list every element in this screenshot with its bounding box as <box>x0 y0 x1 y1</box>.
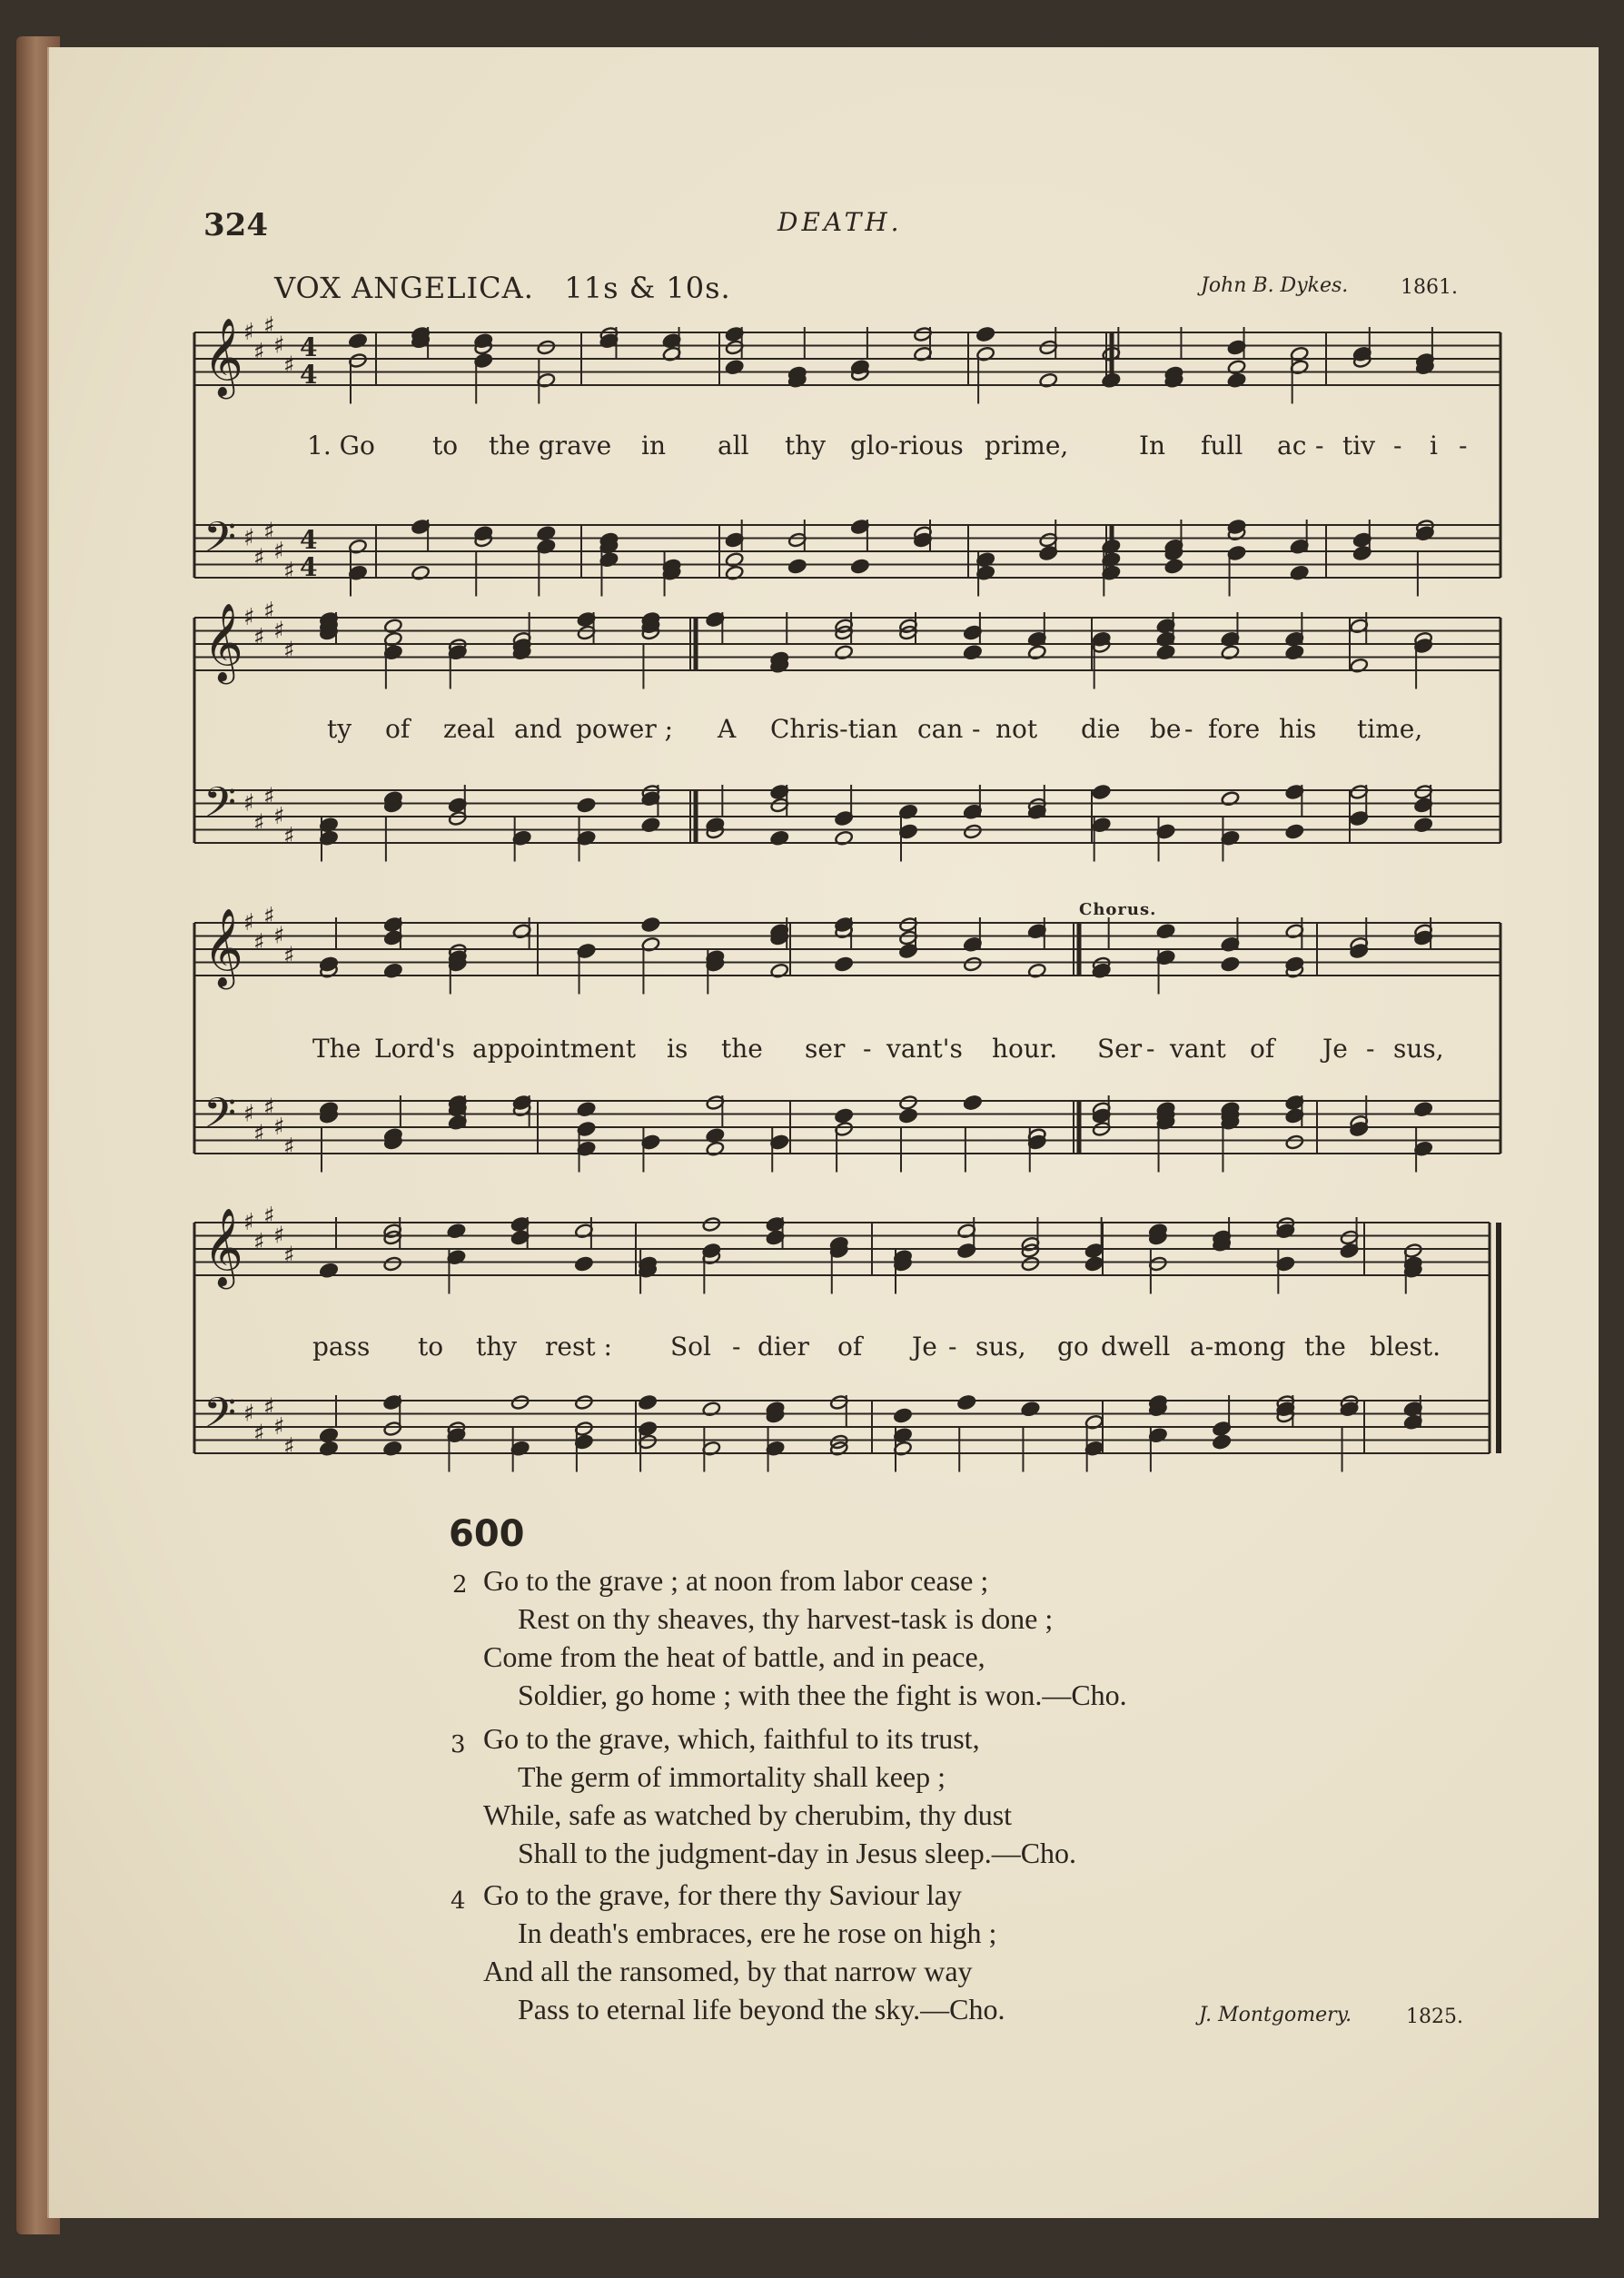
lyric-syllable: - <box>1146 1034 1155 1064</box>
notehead <box>1285 824 1304 839</box>
lyric-syllable: i <box>1430 431 1438 461</box>
sharp-sign: ♯ <box>273 332 285 360</box>
notehead <box>641 916 660 932</box>
bass-clef: 𝄢 <box>203 1089 237 1148</box>
lyric-syllable: sus, <box>975 1332 1026 1362</box>
sharp-sign: ♯ <box>243 604 255 631</box>
lyric-syllable: the <box>1304 1332 1346 1362</box>
notehead <box>1092 784 1111 799</box>
lyric-syllable: Sol <box>670 1332 711 1362</box>
notehead <box>893 1408 912 1423</box>
lyric-syllable: and <box>514 714 562 744</box>
lyric-syllable: ty <box>327 714 352 744</box>
lyric-syllable: Lord's <box>374 1034 455 1064</box>
notehead <box>835 956 854 972</box>
lyric-syllable: In <box>1139 431 1166 461</box>
notehead <box>1227 519 1246 534</box>
page-number: 324 <box>203 207 268 243</box>
lyric-syllable: rest : <box>545 1332 612 1362</box>
sharp-sign: ♯ <box>263 902 275 930</box>
lyric-syllable: Chris-tian <box>770 714 898 744</box>
treble-clef: 𝄞 <box>203 603 243 681</box>
notehead <box>963 1094 982 1110</box>
lyric-syllable: - <box>863 1034 872 1064</box>
notehead <box>577 797 596 813</box>
lyric-syllable: Je <box>1322 1034 1348 1064</box>
notehead <box>1285 1134 1304 1150</box>
lyric-syllable: hour. <box>992 1034 1058 1064</box>
lyric-syllable: all <box>718 431 749 461</box>
notehead <box>574 1256 593 1272</box>
sharp-sign: ♯ <box>253 623 265 651</box>
lyric-syllable: - <box>972 714 981 744</box>
lyric-syllable: Ser <box>1097 1034 1143 1064</box>
notehead <box>963 956 982 972</box>
verse-line: Pass to eternal life beyond the sky.—Cho. <box>518 1993 1005 2025</box>
lyric-syllable: ser <box>805 1034 846 1064</box>
lyric-syllable: tiv <box>1342 431 1376 461</box>
sharp-sign: ♯ <box>273 1114 285 1141</box>
composer-year: 1861. <box>1401 276 1458 299</box>
notehead <box>1213 1434 1232 1450</box>
lyric-syllable: Je <box>912 1332 937 1362</box>
lyric-syllable: time, <box>1357 714 1423 744</box>
stanza-number: 3 <box>451 1731 466 1758</box>
time-signature: 4 <box>300 525 318 555</box>
lyric-syllable: pass <box>312 1332 371 1362</box>
sharp-sign: ♯ <box>283 822 295 850</box>
lyric-syllable: go <box>1057 1332 1089 1362</box>
notehead <box>383 1256 402 1272</box>
sharp-sign: ♯ <box>273 803 285 830</box>
lyric-syllable: - <box>1459 431 1468 461</box>
sharp-sign: ♯ <box>253 1420 265 1448</box>
sharp-sign: ♯ <box>243 909 255 936</box>
verse-line: And all the ransomed, by that narrow way <box>483 1955 973 1987</box>
lyric-syllable: power ; <box>576 714 674 744</box>
sharp-sign: ♯ <box>253 1120 265 1148</box>
sharp-sign: ♯ <box>263 1094 275 1122</box>
lyric-syllable: thy <box>476 1332 518 1362</box>
verse-line: Soldier, go home ; with thee the fight is won.—Cho. <box>518 1679 1127 1711</box>
lyric-syllable: - <box>732 1332 741 1362</box>
lyric-syllable: vant's <box>886 1034 963 1064</box>
lyric-syllable: of <box>1250 1034 1275 1064</box>
sharp-sign: ♯ <box>243 524 255 552</box>
bass-clef: 𝄢 <box>203 513 237 572</box>
time-signature: 4 <box>300 360 318 390</box>
sharp-sign: ♯ <box>263 1202 275 1230</box>
sharp-sign: ♯ <box>283 1242 295 1270</box>
lyric-syllable: the grave <box>489 431 612 461</box>
notehead <box>1021 1256 1040 1272</box>
verse-line: In death's embraces, ere he rose on high ; <box>518 1916 997 1949</box>
lyric-syllable: die <box>1081 714 1121 744</box>
sharp-sign: ♯ <box>253 809 265 837</box>
lyric-syllable: be <box>1150 714 1182 744</box>
lyric-syllable: ac <box>1277 431 1307 461</box>
sharp-sign: ♯ <box>283 942 295 970</box>
verse-line: Go to the grave ; at noon from labor cease ; <box>483 1564 989 1597</box>
notehead <box>1164 559 1183 574</box>
notehead <box>639 1394 658 1410</box>
sharp-sign: ♯ <box>283 1432 295 1461</box>
lyric-syllable: blest. <box>1370 1332 1441 1362</box>
lyric-syllable: the <box>721 1034 763 1064</box>
hymn-number: 600 <box>449 1513 525 1555</box>
sharp-sign: ♯ <box>243 789 255 817</box>
sharp-sign: ♯ <box>243 1100 255 1128</box>
sharp-sign: ♯ <box>243 319 255 346</box>
author-year: 1825. <box>1406 2006 1463 2028</box>
sharp-sign: ♯ <box>283 637 295 665</box>
lyric-syllable: A <box>718 714 737 744</box>
bass-clef: 𝄢 <box>203 778 237 837</box>
lyric-syllable: - <box>1393 431 1402 461</box>
notehead <box>898 1108 917 1124</box>
author: J. Montgomery. <box>1199 2004 1352 2026</box>
lyric-syllable: is <box>667 1034 688 1064</box>
verse-line: Shall to the judgment-day in Jesus sleep.—Cho. <box>518 1837 1077 1869</box>
lyric-syllable: dier <box>758 1332 809 1362</box>
lyric-syllable: zeal <box>443 714 495 744</box>
sharp-sign: ♯ <box>253 338 265 366</box>
lyric-syllable: - <box>1184 714 1193 744</box>
sharp-sign: ♯ <box>243 1209 255 1236</box>
sharp-sign: ♯ <box>243 1400 255 1428</box>
notehead <box>1221 956 1240 972</box>
lyric-syllable: a-mong <box>1190 1332 1286 1362</box>
sharp-sign: ♯ <box>253 928 265 956</box>
sharp-sign: ♯ <box>273 617 285 645</box>
sharp-sign: ♯ <box>273 538 285 565</box>
lyric-syllable: his <box>1279 714 1317 744</box>
sharp-sign: ♯ <box>283 557 295 585</box>
lyric-syllable: prime, <box>985 431 1069 461</box>
time-signature: 4 <box>300 332 318 362</box>
sharp-sign: ♯ <box>273 922 285 950</box>
notehead <box>787 559 807 574</box>
sharp-sign: ♯ <box>253 1228 265 1256</box>
verse-line: Go to the grave, which, faithful to its trust, <box>483 1722 980 1755</box>
lyric-syllable: dwell <box>1101 1332 1171 1362</box>
sharp-sign: ♯ <box>253 544 265 572</box>
lyric-syllable: 1. Go <box>307 431 375 461</box>
lyric-syllable: not <box>995 714 1038 744</box>
notehead <box>850 559 869 574</box>
lyric-syllable: can <box>917 714 964 744</box>
tune-meter: 11s & 10s. <box>564 271 731 305</box>
treble-clef: 𝄞 <box>203 908 243 986</box>
lyric-syllable: - <box>1366 1034 1375 1064</box>
notehead <box>537 340 556 355</box>
verse-line: The germ of immortality shall keep ; <box>518 1760 946 1793</box>
sharp-sign: ♯ <box>273 1413 285 1441</box>
notehead <box>963 824 982 839</box>
sharp-sign: ♯ <box>283 352 295 380</box>
verse-line: Go to the grave, for there thy Saviour lay <box>483 1878 962 1911</box>
lyric-syllable: to <box>418 1332 444 1362</box>
lyric-syllable: to <box>432 431 459 461</box>
lyric-syllable: - <box>948 1332 957 1362</box>
lyric-syllable: - <box>1315 431 1324 461</box>
lyric-syllable: The <box>312 1034 361 1064</box>
sharp-sign: ♯ <box>263 783 275 811</box>
time-signature: 4 <box>300 552 318 582</box>
sharp-sign: ♯ <box>263 597 275 625</box>
lyric-syllable: glo-rious <box>850 431 964 461</box>
lyric-syllable: sus, <box>1393 1034 1444 1064</box>
lyric-syllable: thy <box>785 431 827 461</box>
lyric-syllable: full <box>1201 431 1243 461</box>
composer: John B. Dykes. <box>1201 274 1349 297</box>
notehead <box>835 1108 854 1124</box>
lyric-syllable: in <box>641 431 666 461</box>
bass-clef: 𝄢 <box>203 1389 237 1448</box>
verse-line: Rest on thy sheaves, thy harvest-task is done ; <box>518 1602 1054 1635</box>
lyric-syllable: of <box>837 1332 863 1362</box>
lyric-syllable: fore <box>1208 714 1261 744</box>
verse-line: Come from the heat of battle, and in peace, <box>483 1640 985 1673</box>
treble-clef: 𝄞 <box>203 318 243 396</box>
stanza-number: 2 <box>452 1571 468 1599</box>
chorus-label: Chorus. <box>1079 900 1157 919</box>
notehead <box>976 326 995 342</box>
treble-clef: 𝄞 <box>203 1208 243 1286</box>
lyric-syllable: appointment <box>472 1034 637 1064</box>
running-head: DEATH. <box>777 207 903 237</box>
verse-line: While, safe as watched by cherubim, thy dust <box>483 1798 1013 1831</box>
notehead <box>898 1094 917 1110</box>
notehead <box>574 1394 593 1410</box>
tune-name: VOX ANGELICA. <box>274 271 534 305</box>
sharp-sign: ♯ <box>273 1222 285 1250</box>
sharp-sign: ♯ <box>263 312 275 340</box>
sharp-sign: ♯ <box>263 518 275 546</box>
lyric-syllable: of <box>385 714 411 744</box>
lyric-syllable: vant <box>1170 1034 1226 1064</box>
notehead <box>1285 956 1304 972</box>
sharp-sign: ♯ <box>283 1133 295 1161</box>
sharp-sign: ♯ <box>263 1393 275 1421</box>
notehead <box>957 1394 976 1410</box>
notehead <box>1084 1256 1104 1272</box>
notehead <box>702 1216 721 1232</box>
stanza-number: 4 <box>451 1887 466 1915</box>
notehead <box>510 1394 530 1410</box>
